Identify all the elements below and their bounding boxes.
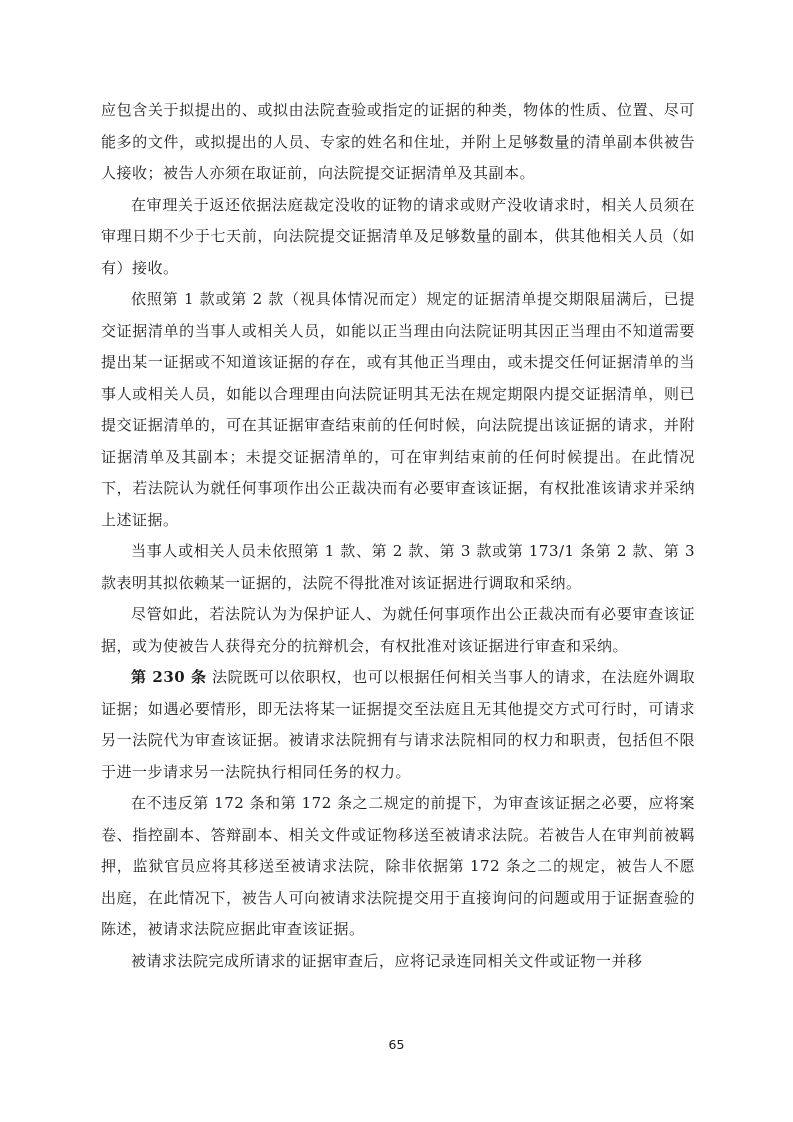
page-footer xyxy=(0,1036,793,1054)
paragraph xyxy=(101,284,695,536)
text-run: 当事人或相关人员未依照第 1 款、第 2 款、第 3 款或第 173/1 条第 2 款、第 3 款表明其拟依赖某一证据的，法院不得批准对该证据进行调取和采纳。 xyxy=(101,542,695,592)
article-number-text: 第 230 条 xyxy=(131,668,207,686)
paragraph xyxy=(101,599,695,662)
text-run: 尽管如此，若法院认为为保护证人、为就任何事项作出公正裁决而有必要审查该证据，或为使被告人获得充分的抗辩机会，有权批准对该证据进行审查和采纳。 xyxy=(101,605,695,655)
paragraph xyxy=(101,190,695,285)
text-run: 在审理关于返还依据法庭裁定没收的证物的请求或财产没收请求时，相关人员须在审理日期不少于七天前，向法院提交证据清单及足够数量的副本，供其他相关人员（如有）接收。 xyxy=(101,195,695,277)
text-run: 依照第 1 款或第 2 款（视具体情况而定）规定的证据清单提交期限届满后，已提交证据清单的当事人或相关人员，如能以正当理由向法院证明其因正当理由不知道需要提出某一证据或不知道该证据的存在，或有其他正当理由，或未提交任何证据清单的当事人或相关人员，如能以合理理由向法院证明其无法在规定期限内提交证据清单，则已提交证据清单的，可在其证据审查结束前的任何时候，向法院提出该证据的请求，并附证据清单及其副本；未提交证据清单的，可在审判结束前的任何时候提出。在此情况下，若法院认为就任何事项作出公正裁决而有必要审查该证据，有权批准该请求并采纳上述证据。 xyxy=(101,290,695,529)
text-run: 被请求法院完成所请求的证据审查后，应将记录连同相关文件或证物一并移 xyxy=(131,951,643,970)
page-number: 65 xyxy=(388,1037,405,1052)
paragraph xyxy=(101,662,695,788)
paragraph xyxy=(101,95,695,190)
text-run: 应包含关于拟提出的、或拟由法院查验或指定的证据的种类，物体的性质、位置、尽可能多的文件，或拟提出的人员、专家的姓名和住址，并附上足够数量的清单副本供被告人接收；被告人亦须在取证前，向法院提交证据清单及其副本。 xyxy=(101,101,695,182)
paragraph xyxy=(101,536,695,599)
document-body xyxy=(101,95,695,977)
text-run: 在不违反第 172 条和第 172 条之二规定的前提下，为审查该证据之必要，应将案卷、指控副本、答辩副本、相关文件或证物移送至被请求法院。若被告人在审判前被羁押，监狱官员应将其移送至被请求法院，除非依据第 172 条之二的规定，被告人不愿出庭，在此情况下，被告人可向被请求法院提交用于直接询问的问题或用于证据查验的陈述，被请求法院应据此审查该证据。 xyxy=(101,794,695,938)
paragraph xyxy=(101,946,695,978)
text-run: 法院既可以依职权，也可以根据任何相关当事人的请求，在法庭外调取证据；如遇必要情形，即无法将某一证据提交至法庭且无其他提交方式可行时，可请求另一法院代为审查该证据。被请求法院拥有与请求法院相同的权力和职责，包括但不限于进一步请求另一法院执行相同任务的权力。 xyxy=(101,668,695,781)
paragraph xyxy=(101,788,695,946)
